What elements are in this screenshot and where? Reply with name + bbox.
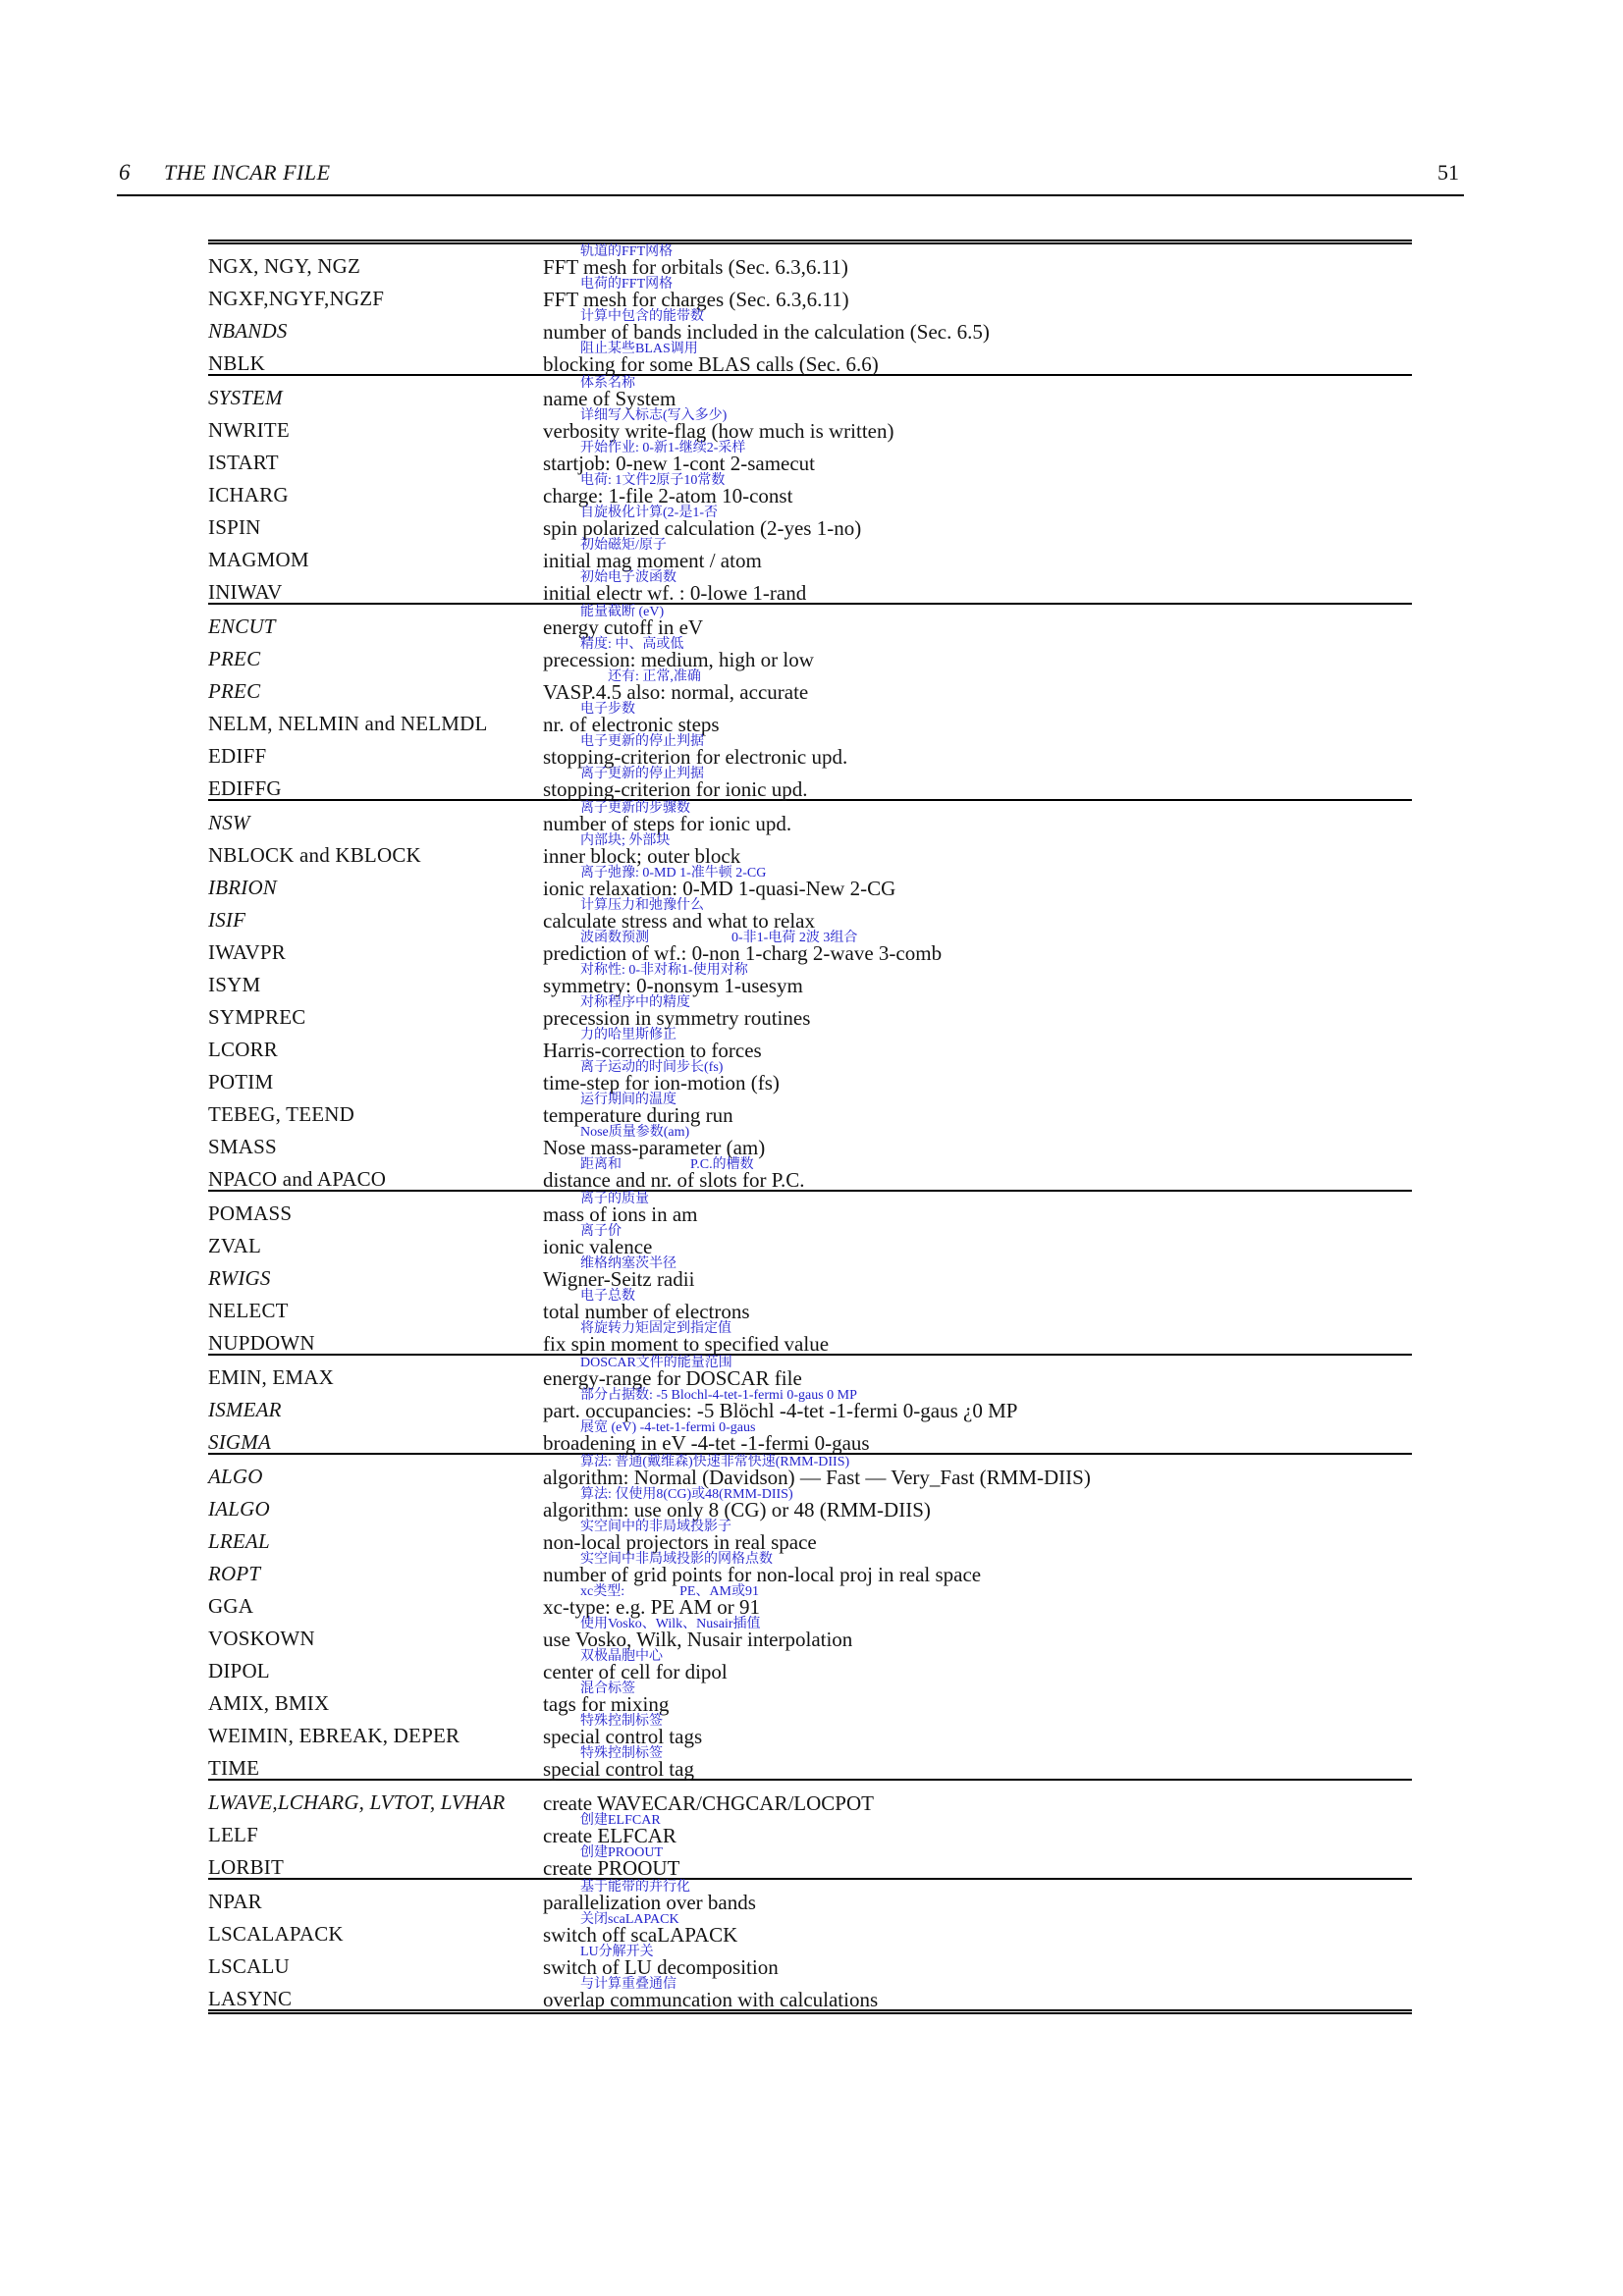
- table-row: [208, 605, 1412, 637]
- description-cell: [543, 1157, 1412, 1190]
- description-cell: [543, 1224, 1412, 1256]
- param-description: precession: medium, high or low: [543, 648, 814, 671]
- table-row: [208, 309, 1412, 342]
- table-row: [208, 833, 1412, 866]
- param-name: NPACO and APACO: [208, 1167, 387, 1191]
- param-group-7: [208, 1453, 1412, 1779]
- description-cell: [543, 506, 1412, 538]
- table-row: [208, 1945, 1412, 1977]
- annotation-zh: 精度: 中、高或低: [580, 637, 684, 652]
- param-name: IWAVPR: [208, 940, 286, 964]
- annotation-zh: 力的哈里斯修正: [580, 1028, 676, 1042]
- table-row: [208, 1682, 1412, 1714]
- param-name: ICHARG: [208, 483, 289, 507]
- param-name: VOSKOWN: [208, 1627, 315, 1650]
- annotation-zh: 详细写入标志(写入多少): [580, 408, 728, 423]
- section-title: THE INCAR FILE: [164, 160, 331, 185]
- annotation-zh: 与计算重叠通信: [580, 1977, 676, 1992]
- param-name: LELF: [208, 1823, 258, 1846]
- table-row: [208, 1880, 1412, 1912]
- param-name: NUPDOWN: [208, 1331, 315, 1355]
- table-row: [208, 637, 1412, 669]
- param-description: time-step for ion-motion (fs): [543, 1071, 780, 1095]
- description-cell: [543, 1945, 1412, 1977]
- table-row: [208, 1455, 1412, 1487]
- param-description: special control tags: [543, 1725, 703, 1748]
- param-description: algorithm: use only 8 (CG) or 48 (RMM-DIIS): [543, 1498, 931, 1522]
- param-name: EDIFFG: [208, 776, 282, 800]
- description-cell: [543, 1880, 1412, 1912]
- param-name: TEBEG, TEEND: [208, 1102, 354, 1126]
- description-cell: [543, 342, 1412, 374]
- annotation-zh: 离子更新的停止判据: [580, 767, 704, 781]
- param-name: WEIMIN, EBREAK, DEPER: [208, 1724, 460, 1747]
- description-cell: [543, 866, 1412, 898]
- param-description: blocking for some BLAS calls (Sec. 6.6): [543, 352, 879, 376]
- annotation-zh: 双极晶胞中心: [580, 1649, 663, 1664]
- param-description: overlap communcation with calculations: [543, 1988, 879, 2011]
- description-cell: [543, 1617, 1412, 1649]
- table-row: [208, 1977, 1412, 2009]
- param-description: inner block; outer block: [543, 844, 741, 868]
- annotation-zh: 离子价: [580, 1224, 622, 1239]
- description-cell: [543, 1682, 1412, 1714]
- description-cell: [543, 376, 1412, 408]
- description-cell: [543, 1781, 1412, 1813]
- annotation-zh: 初始磁矩/原子: [580, 538, 667, 553]
- param-description: number of grid points for non-local proj in real space: [543, 1563, 982, 1586]
- table-row: [208, 570, 1412, 603]
- annotation-zh: 轨道的FFT网格: [580, 244, 674, 259]
- param-name: DIPOL: [208, 1659, 270, 1682]
- table-row: [208, 342, 1412, 374]
- table-row: [208, 1289, 1412, 1321]
- param-group-8: [208, 1779, 1412, 1878]
- param-description: FFT mesh for charges (Sec. 6.3,6.11): [543, 288, 849, 311]
- param-description: startjob: 0-new 1-cont 2-samecut: [543, 452, 815, 475]
- description-cell: [543, 734, 1412, 767]
- annotation-zh: DOSCAR文件的能量范围: [580, 1356, 732, 1370]
- table-row: [208, 866, 1412, 898]
- param-description: symmetry: 0-nonsym 1-usesym: [543, 974, 803, 997]
- description-cell: [543, 605, 1412, 637]
- param-description: spin polarized calculation (2-yes 1-no): [543, 516, 862, 540]
- annotation-zh: 波函数预测 0-非1-电荷 2波 3组合: [580, 931, 858, 945]
- description-cell: [543, 669, 1412, 702]
- param-name: LWAVE,LCHARG, LVTOT, LVHAR: [208, 1790, 506, 1814]
- description-cell: [543, 570, 1412, 603]
- table-row: [208, 1552, 1412, 1584]
- table-row: [208, 1060, 1412, 1093]
- annotation-zh: 初始电子波函数: [580, 570, 676, 585]
- table-row: [208, 1617, 1412, 1649]
- param-name: POTIM: [208, 1070, 274, 1094]
- annotation-zh: 维格纳塞茨半径: [580, 1256, 676, 1271]
- annotation-zh: 内部块; 外部块: [580, 833, 671, 848]
- param-name: IALGO: [208, 1497, 270, 1521]
- description-cell: [543, 1455, 1412, 1487]
- param-name: ISPIN: [208, 515, 261, 539]
- table-row: [208, 441, 1412, 473]
- description-cell: [543, 441, 1412, 473]
- param-description: stopping-criterion for electronic upd.: [543, 745, 848, 769]
- table-row: [208, 1388, 1412, 1420]
- param-description: name of System: [543, 387, 676, 410]
- param-name: GGA: [208, 1594, 254, 1618]
- description-cell: [543, 1388, 1412, 1420]
- description-cell: [543, 963, 1412, 995]
- annotation-zh: 离子的质量: [580, 1192, 649, 1206]
- param-name: SYMPREC: [208, 1005, 306, 1029]
- annotation-zh: LU分解开关: [580, 1945, 654, 1959]
- annotation-zh: 离子更新的步骤数: [580, 801, 690, 816]
- param-description: calculate stress and what to relax: [543, 909, 815, 933]
- annotation-zh: 实空间中的非局域投影子: [580, 1520, 731, 1534]
- param-description: broadening in eV -4-tet -1-fermi 0-gaus: [543, 1431, 870, 1455]
- param-description: ionic valence: [543, 1235, 653, 1258]
- description-cell: [543, 1256, 1412, 1289]
- description-cell: [543, 1289, 1412, 1321]
- param-group-9: [208, 1878, 1412, 2009]
- table-row: [208, 506, 1412, 538]
- annotation-zh: xc类型: PE、AM或91: [580, 1584, 759, 1599]
- description-cell: [543, 473, 1412, 506]
- param-description: initial mag moment / atom: [543, 549, 762, 572]
- param-description: nr. of electronic steps: [543, 713, 720, 736]
- param-name: ALGO: [208, 1465, 263, 1488]
- table-row: [208, 376, 1412, 408]
- table-row: [208, 538, 1412, 570]
- annotation-zh: 特殊控制标签: [580, 1714, 663, 1729]
- param-name: LORBIT: [208, 1855, 285, 1879]
- table-row: [208, 1192, 1412, 1224]
- description-cell: [543, 538, 1412, 570]
- annotation-zh: 开始作业: 0-新1-继续2-采样: [580, 441, 746, 455]
- param-description: FFT mesh for orbitals (Sec. 6.3,6.11): [543, 255, 848, 279]
- annotation-zh: Nose质量参数(am): [580, 1125, 690, 1140]
- param-description: create PROOUT: [543, 1856, 680, 1880]
- description-cell: [543, 767, 1412, 799]
- param-name: TIME: [208, 1756, 260, 1780]
- annotation-zh: 电子步数: [580, 702, 635, 717]
- annotation-zh: 阻止某些BLAS调用: [580, 342, 698, 356]
- param-name: POMASS: [208, 1201, 293, 1225]
- table-row: [208, 1224, 1412, 1256]
- param-group-1: [208, 244, 1412, 374]
- annotation-zh: 能量截断 (eV): [580, 605, 665, 619]
- description-cell: [543, 1093, 1412, 1125]
- table-row: [208, 669, 1412, 702]
- param-description: number of steps for ionic upd.: [543, 812, 792, 835]
- param-description: fix spin moment to specified value: [543, 1332, 830, 1356]
- description-cell: [543, 1520, 1412, 1552]
- annotation-zh: 电子总数: [580, 1289, 635, 1304]
- param-name: NWRITE: [208, 418, 290, 442]
- annotation-zh: 创建ELFCAR: [580, 1813, 661, 1828]
- header-rule: [117, 194, 1464, 196]
- param-name: SIGMA: [208, 1430, 271, 1454]
- annotation-zh: 混合标签: [580, 1682, 635, 1696]
- param-description: switch of LU decomposition: [543, 1955, 779, 1979]
- table-row: [208, 473, 1412, 506]
- param-name: LASYNC: [208, 1987, 293, 2010]
- description-cell: [543, 1912, 1412, 1945]
- annotation-zh: 电子更新的停止判据: [580, 734, 704, 749]
- description-cell: [543, 1584, 1412, 1617]
- param-description: ionic relaxation: 0-MD 1-quasi-New 2-CG: [543, 877, 896, 900]
- description-cell: [543, 1192, 1412, 1224]
- annotation-zh: 对称程序中的精度: [580, 995, 690, 1010]
- param-name: EMIN, EMAX: [208, 1365, 334, 1389]
- description-cell: [543, 1487, 1412, 1520]
- description-cell: [543, 1813, 1412, 1845]
- table-row: [208, 767, 1412, 799]
- param-description: precession in symmetry routines: [543, 1006, 811, 1030]
- param-description: Harris-correction to forces: [543, 1039, 762, 1062]
- param-name: LREAL: [208, 1529, 270, 1553]
- param-name: PREC: [208, 679, 261, 703]
- table-row: [208, 1649, 1412, 1682]
- description-cell: [543, 1321, 1412, 1354]
- description-cell: [543, 1420, 1412, 1453]
- table-row: [208, 1356, 1412, 1388]
- param-description: mass of ions in am: [543, 1202, 698, 1226]
- param-description: stopping-criterion for ionic upd.: [543, 777, 808, 801]
- table-row: [208, 1321, 1412, 1354]
- param-name: NELM, NELMIN and NELMDL: [208, 712, 488, 735]
- table-row: [208, 1420, 1412, 1453]
- annotation-zh: 将旋转力矩固定到指定值: [580, 1321, 731, 1336]
- param-description: energy cutoff in eV: [543, 615, 704, 639]
- param-name: AMIX, BMIX: [208, 1691, 330, 1715]
- param-group-3: [208, 603, 1412, 799]
- description-cell: [543, 931, 1412, 963]
- description-cell: [543, 1977, 1412, 2009]
- param-name: NGXF,NGYF,NGZF: [208, 287, 385, 310]
- annotation-zh: 电荷的FFT网格: [580, 277, 674, 292]
- param-name: LSCALAPACK: [208, 1922, 344, 1946]
- table-row: [208, 244, 1412, 277]
- description-cell: [543, 1714, 1412, 1746]
- description-cell: [543, 1746, 1412, 1779]
- table-row: [208, 277, 1412, 309]
- param-description: center of cell for dipol: [543, 1660, 728, 1683]
- param-name: ISIF: [208, 908, 246, 932]
- param-description: verbosity write-flag (how much is written): [543, 419, 894, 443]
- table-row: [208, 1746, 1412, 1779]
- param-group-6: [208, 1354, 1412, 1453]
- description-cell: [543, 1356, 1412, 1388]
- param-description: energy-range for DOSCAR file: [543, 1366, 802, 1390]
- annotation-zh: 算法: 普通(戴维森)快速非常快速(RMM-DIIS): [580, 1455, 850, 1469]
- description-cell: [543, 801, 1412, 833]
- annotation-zh: 实空间中非局域投影的网格点数: [580, 1552, 773, 1567]
- param-name: PREC: [208, 647, 261, 670]
- param-description: create ELFCAR: [543, 1824, 676, 1847]
- param-description: special control tag: [543, 1757, 694, 1781]
- table-row: [208, 931, 1412, 963]
- table-row: [208, 1125, 1412, 1157]
- table-row: [208, 1845, 1412, 1878]
- annotation-zh: 展宽 (eV) -4-tet-1-fermi 0-gaus: [580, 1420, 756, 1435]
- param-name: NBLOCK and KBLOCK: [208, 843, 421, 867]
- annotation-zh: 关闭scaLAPACK: [580, 1912, 679, 1927]
- param-description: tags for mixing: [543, 1692, 670, 1716]
- table-row: [208, 963, 1412, 995]
- param-name: MAGMOM: [208, 548, 309, 571]
- table-row: [208, 1157, 1412, 1190]
- incar-parameter-table: [208, 240, 1412, 2014]
- param-name: NGX, NGY, NGZ: [208, 254, 361, 278]
- param-name: NBLK: [208, 351, 265, 375]
- annotation-zh: 体系名称: [580, 376, 635, 391]
- param-description: create WAVECAR/CHGCAR/LOCPOT: [543, 1791, 874, 1815]
- param-name: NELECT: [208, 1299, 289, 1322]
- table-row: [208, 898, 1412, 931]
- param-name: IBRION: [208, 876, 278, 899]
- param-description: non-local projectors in real space: [543, 1530, 817, 1554]
- param-description: Wigner-Seitz radii: [543, 1267, 695, 1291]
- description-cell: [543, 244, 1412, 277]
- annotation-zh: 特殊控制标签: [580, 1746, 663, 1761]
- description-cell: [543, 277, 1412, 309]
- description-cell: [543, 408, 1412, 441]
- annotation-zh: 离子运动的时间步长(fs): [580, 1060, 724, 1075]
- param-name: NPAR: [208, 1890, 262, 1913]
- annotation-zh: 算法: 仅使用8(CG)或48(RMM-DIIS): [580, 1487, 793, 1502]
- annotation-zh: 使用Vosko、Wilk、Nusair插值: [580, 1617, 761, 1631]
- param-description: initial electr wf. : 0-lowe 1-rand: [543, 581, 807, 605]
- param-description: distance and nr. of slots for P.C.: [543, 1168, 805, 1192]
- param-name: INIWAV: [208, 580, 283, 604]
- param-group-2: [208, 374, 1412, 603]
- annotation-zh: 基于能带的并行化: [580, 1880, 690, 1895]
- table-row: [208, 1813, 1412, 1845]
- param-description: xc-type: e.g. PE AM or 91: [543, 1595, 761, 1619]
- param-name: ISMEAR: [208, 1398, 282, 1421]
- param-name: NSW: [208, 811, 250, 834]
- table-row: [208, 702, 1412, 734]
- param-name: SMASS: [208, 1135, 277, 1158]
- annotation-zh: 部分占据数: -5 Blochl-4-tet-1-fermi 0-gaus 0 MP: [580, 1388, 857, 1403]
- description-cell: [543, 1028, 1412, 1060]
- table-row: [208, 995, 1412, 1028]
- table-row: [208, 1028, 1412, 1060]
- param-group-4: [208, 799, 1412, 1190]
- param-description: parallelization over bands: [543, 1891, 756, 1914]
- param-description: charge: 1-file 2-atom 10-const: [543, 484, 793, 507]
- description-cell: [543, 898, 1412, 931]
- description-cell: [543, 1060, 1412, 1093]
- table-row: [208, 1520, 1412, 1552]
- param-name: NBANDS: [208, 319, 288, 343]
- annotation-zh: 计算中包含的能带数: [580, 309, 704, 324]
- table-row: [208, 734, 1412, 767]
- param-name: ROPT: [208, 1562, 261, 1585]
- description-cell: [543, 309, 1412, 342]
- param-name: EDIFF: [208, 744, 267, 768]
- annotation-zh: 运行期间的温度: [580, 1093, 676, 1107]
- table-row: [208, 408, 1412, 441]
- table-row: [208, 1256, 1412, 1289]
- annotation-zh: 距离和 P.C.的槽数: [580, 1157, 754, 1172]
- param-description: Nose mass-parameter (am): [543, 1136, 766, 1159]
- param-description: use Vosko, Wilk, Nusair interpolation: [543, 1628, 853, 1651]
- table-row: [208, 801, 1412, 833]
- param-name: SYSTEM: [208, 386, 283, 409]
- table-row: [208, 1912, 1412, 1945]
- param-name: LCORR: [208, 1038, 279, 1061]
- param-description: number of bands included in the calculation (Sec. 6.5): [543, 320, 990, 344]
- section-number: 6: [119, 160, 131, 185]
- page-number: 51: [1437, 160, 1459, 185]
- table-row: [208, 1714, 1412, 1746]
- annotation-zh: 自旋极化计算(2-是1-否: [580, 506, 718, 520]
- annotation-zh: 计算压力和弛豫什么: [580, 898, 704, 913]
- param-name: RWIGS: [208, 1266, 271, 1290]
- param-name: ZVAL: [208, 1234, 262, 1257]
- param-group-5: [208, 1190, 1412, 1354]
- param-name: LSCALU: [208, 1954, 290, 1978]
- param-description: total number of electrons: [543, 1300, 750, 1323]
- table-row: [208, 1093, 1412, 1125]
- table-row: [208, 1487, 1412, 1520]
- annotation-zh: 电荷: 1文件2原子10常数: [580, 473, 726, 488]
- param-description: VASP.4.5 also: normal, accurate: [543, 680, 809, 704]
- param-description: prediction of wf.: 0-non 1-charg 2-wave 3-comb: [543, 941, 943, 965]
- description-cell: [543, 702, 1412, 734]
- description-cell: [543, 1125, 1412, 1157]
- description-cell: [543, 1845, 1412, 1878]
- annotation-zh: 对称性: 0-非对称1-使用对称: [580, 963, 748, 978]
- param-name: ISYM: [208, 973, 261, 996]
- param-name: ISTART: [208, 451, 279, 474]
- table-row: [208, 1781, 1412, 1813]
- description-cell: [543, 995, 1412, 1028]
- table-row: [208, 1584, 1412, 1617]
- description-cell: [543, 1649, 1412, 1682]
- param-description: switch off scaLAPACK: [543, 1923, 738, 1947]
- description-cell: [543, 833, 1412, 866]
- param-description: temperature during run: [543, 1103, 733, 1127]
- param-description: algorithm: Normal (Davidson) — Fast — Very_Fast (RMM-DIIS): [543, 1466, 1091, 1489]
- annotation-zh: 还有: 正常,准确: [580, 669, 701, 684]
- param-name: ENCUT: [208, 614, 276, 638]
- annotation-zh: 创建PROOUT: [580, 1845, 664, 1860]
- param-description: part. occupancies: -5 Blöchl -4-tet -1-fermi 0-gaus ¿0 MP: [543, 1399, 1018, 1422]
- description-cell: [543, 637, 1412, 669]
- description-cell: [543, 1552, 1412, 1584]
- annotation-zh: 离子弛豫: 0-MD 1-准牛顿 2-CG: [580, 866, 767, 881]
